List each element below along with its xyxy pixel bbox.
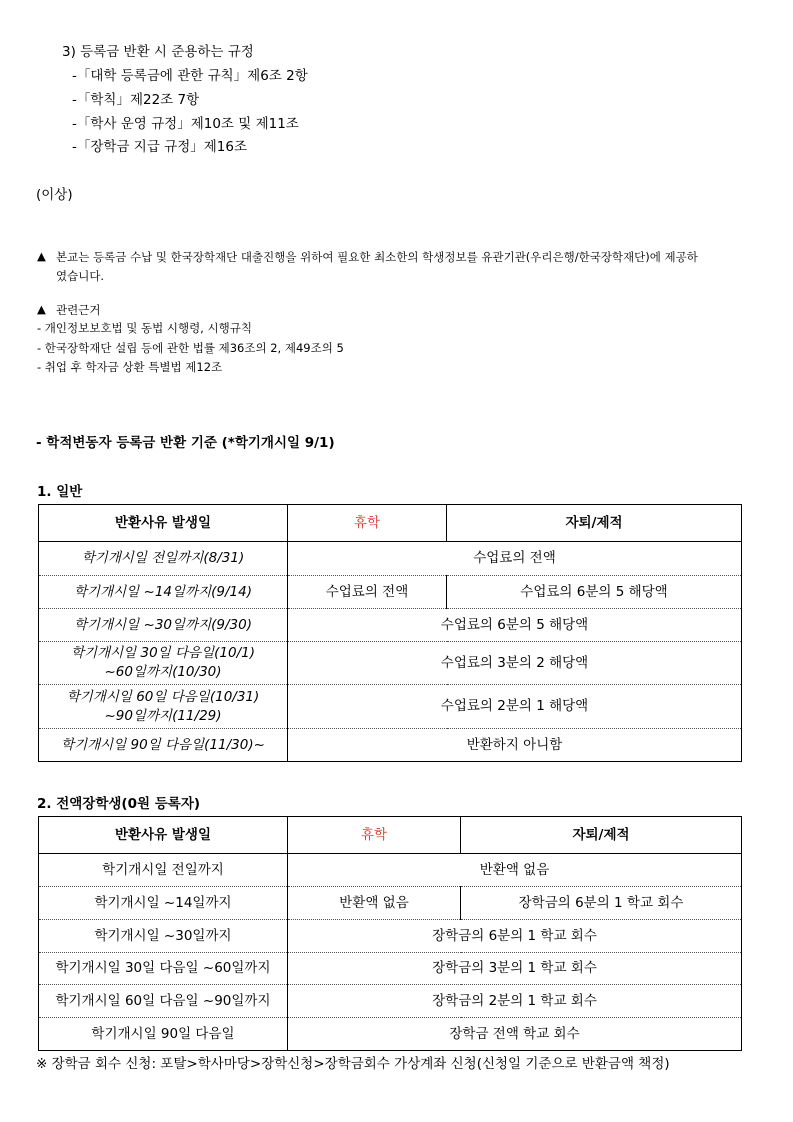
table-row xyxy=(39,609,742,642)
row-period-line-2: ~60일까지(10/30) xyxy=(104,664,222,680)
footnote: ※ 장학금 회수 신청: 포탈>학사마당>장학신청>장학금회수 가상계좌 신청(신청일 기준으로 반환금액 책정) xyxy=(36,1056,670,1072)
table-row xyxy=(39,920,742,953)
basis-item: - 한국장학재단 설립 등에 관한 법률 제36조의 2, 제49조의 5 xyxy=(37,341,344,355)
notice-bullet: ▲ xyxy=(37,249,46,263)
table1-title: 1. 일반 xyxy=(37,484,83,500)
row-refund: 수업료의 2분의 1 해당액 xyxy=(288,685,742,729)
row-refund: 장학금의 3분의 1 학교 회수 xyxy=(288,953,742,985)
refund-table-full-scholarship xyxy=(38,816,742,1051)
row-period-line-1: 학기개시일 30일 다음일(10/1) xyxy=(71,645,255,661)
basis-item: - 취업 후 학자금 상환 특별법 제12조 xyxy=(37,360,223,374)
row-refund: 반환하지 아니함 xyxy=(288,729,742,762)
regulation-item: -「대학 등록금에 관한 규칙」제6조 2항 xyxy=(72,68,308,84)
notice-line-1: 본교는 등록금 수납 및 한국장학재단 대출진행을 위하여 필요한 최소한의 학생정보를 유관기관(우리은행/한국장학재단)에 제공하 xyxy=(56,250,698,264)
row-refund: 반환액 없음 xyxy=(288,854,742,887)
basis-bullet: ▲ xyxy=(37,302,46,316)
row-period: 학기개시일 30일 다음일 ~60일까지 xyxy=(39,953,288,985)
header-leave: 휴학 xyxy=(288,817,461,854)
basis-item: - 개인정보보호법 및 동법 시행령, 시행규칙 xyxy=(37,321,252,335)
table-header-row xyxy=(39,505,742,542)
row-period-line-2: ~90일까지(11/29) xyxy=(104,707,222,724)
row-period: 학기개시일 ~30일까지 xyxy=(39,920,288,953)
row-refund: 수업료의 전액 xyxy=(288,542,742,576)
basis-title: 관련근거 xyxy=(56,303,101,317)
header-withdraw: 자퇴/제적 xyxy=(461,817,742,854)
header-leave: 휴학 xyxy=(288,505,447,542)
row-period: 학기개시일 ~30일까지(9/30) xyxy=(39,609,288,642)
regulation-item: -「학칙」제22조 7항 xyxy=(72,92,200,108)
table2-title: 2. 전액장학생(0원 등록자) xyxy=(37,796,201,812)
row-period: 학기개시일 전일까지(8/31) xyxy=(39,542,288,576)
row-period xyxy=(39,642,288,685)
refund-table-general xyxy=(38,504,742,762)
header-period: 반환사유 발생일 xyxy=(39,505,288,542)
table-header-row xyxy=(39,817,742,854)
row-refund: 수업료의 3분의 2 해당액 xyxy=(288,642,742,685)
notice-line-2: 였습니다. xyxy=(56,269,105,283)
table-row xyxy=(39,542,742,576)
regulations-heading: 3) 등록금 반환 시 준용하는 규정 xyxy=(62,44,254,60)
row-refund: 장학금 전액 학교 회수 xyxy=(288,1018,742,1051)
row-leave: 수업료의 전액 xyxy=(288,576,447,609)
regulation-item: -「장학금 지급 규정」제16조 xyxy=(72,139,248,155)
row-period: 학기개시일 90일 다음일(11/30)~ xyxy=(39,729,288,762)
row-refund: 장학금의 6분의 1 학교 회수 xyxy=(288,920,742,953)
row-period: 학기개시일 60일 다음일 ~90일까지 xyxy=(39,985,288,1018)
table-row xyxy=(39,642,742,685)
regulation-item: -「학사 운영 규정」제10조 및 제11조 xyxy=(72,116,299,132)
table-row xyxy=(39,1018,742,1051)
section-title: - 학적변동자 등록금 반환 기준 (*학기개시일 9/1) xyxy=(36,435,335,451)
table-row xyxy=(39,729,742,762)
table-row xyxy=(39,854,742,887)
row-period: 학기개시일 ~14일까지 xyxy=(39,887,288,920)
row-period: 학기개시일 90일 다음일 xyxy=(39,1018,288,1051)
row-withdraw: 수업료의 6분의 5 해당액 xyxy=(447,576,742,609)
row-period-line-1: 학기개시일 60일 다음일(10/31) xyxy=(66,688,260,705)
row-refund: 장학금의 2분의 1 학교 회수 xyxy=(288,985,742,1018)
table-row xyxy=(39,576,742,609)
header-period: 반환사유 발생일 xyxy=(39,817,288,854)
row-period: 학기개시일 ~14일까지(9/14) xyxy=(39,576,288,609)
end-mark: (이상) xyxy=(36,187,73,203)
table-row xyxy=(39,685,742,729)
header-withdraw: 자퇴/제적 xyxy=(447,505,742,542)
row-period: 학기개시일 전일까지 xyxy=(39,854,288,887)
row-leave: 반환액 없음 xyxy=(288,887,461,920)
table-row xyxy=(39,985,742,1018)
row-refund: 수업료의 6분의 5 해당액 xyxy=(288,609,742,642)
table-row xyxy=(39,887,742,920)
table-row xyxy=(39,953,742,985)
row-period xyxy=(39,685,288,729)
row-withdraw: 장학금의 6분의 1 학교 회수 xyxy=(461,887,742,920)
